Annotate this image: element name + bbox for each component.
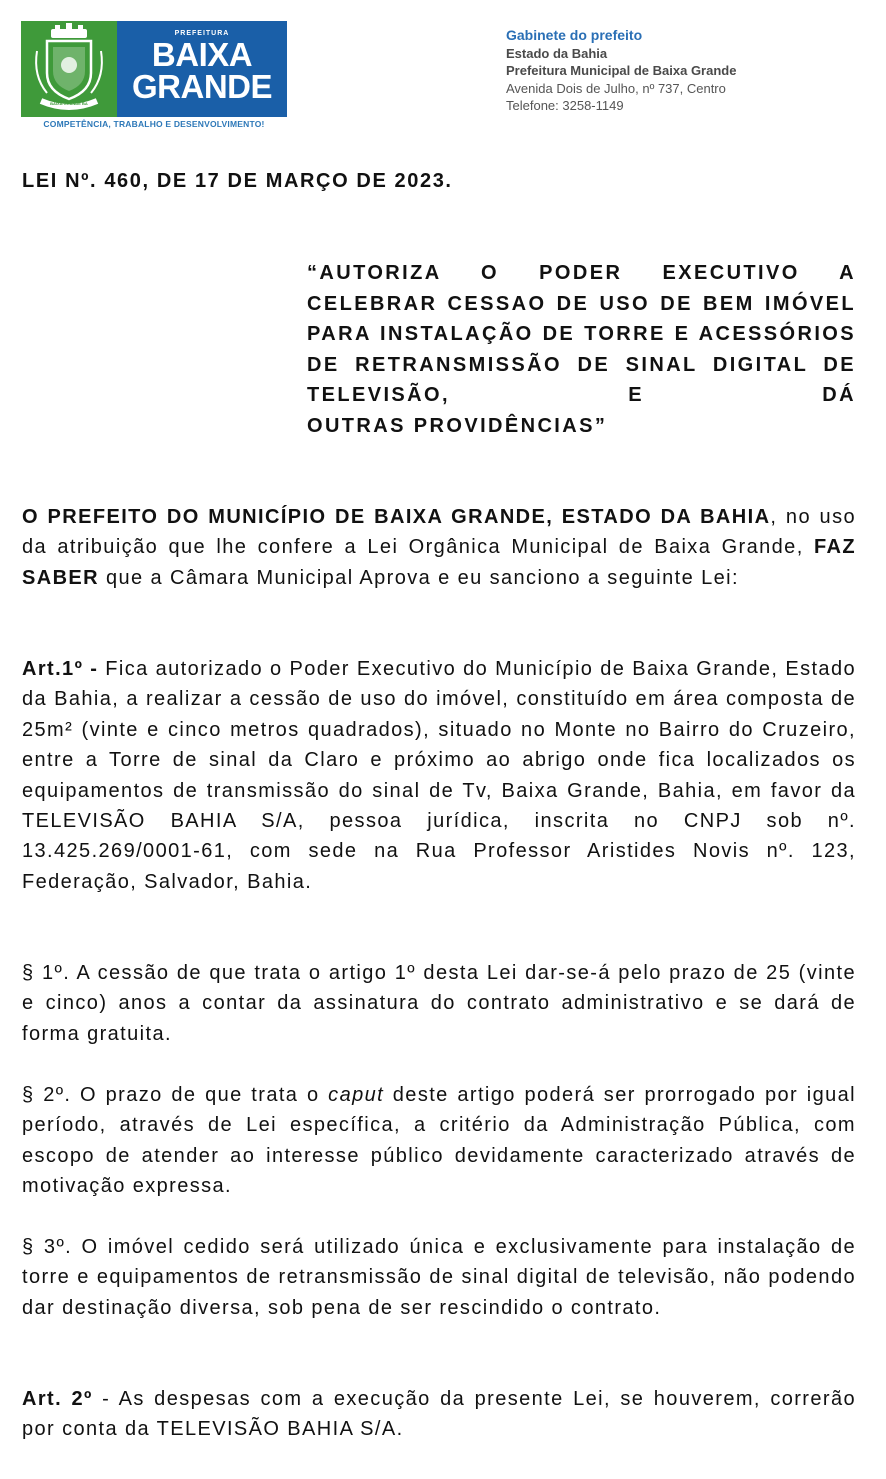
letterhead xyxy=(0,0,886,140)
office-name: Prefeitura Municipal de Baixa Grande xyxy=(506,63,737,78)
law-summary xyxy=(307,258,856,441)
logo-tagline: COMPETÊNCIA, TRABALHO E DESENVOLVIMENTO! xyxy=(43,119,265,129)
preamble-text-2: que a Câmara Municipal Aprova e eu sanciono a seguinte Lei: xyxy=(99,566,739,589)
logo-name xyxy=(117,36,287,105)
article-1 xyxy=(22,654,856,897)
paragraph-2-text-before: § 2º. O prazo de que trata o xyxy=(22,1084,329,1106)
law-summary-last-line: OUTRAS PROVIDÊNCIAS” xyxy=(307,414,608,437)
municipality-logo xyxy=(21,21,287,117)
logo-prefix: PREFEITURA xyxy=(174,30,230,37)
preamble-bold-mid: FAZ SABER xyxy=(22,536,856,589)
paragraph-2-text-after: deste artigo poderá ser prorrogado por igual período, através de Lei específica, a critério da Administração Pública, com escopo de atender ao interesse público devidamente caracterizado através de motivação expressa. xyxy=(22,1084,856,1198)
paragraph-3 xyxy=(22,1232,856,1323)
paragraph-1 xyxy=(22,958,856,1049)
paragraph-3-text: § 3º. O imóvel cedido será utilizado única e exclusivamente para instalação de torre e equipamentos de retransmissão de sinal digital de televisão, não podendo dar destinação diversa, sob pena de ser rescindido o contrato. xyxy=(22,1236,856,1319)
preamble-bold-start: O PREFEITO DO MUNICÍPIO DE BAIXA GRANDE, ESTADO DA BAHIA xyxy=(22,506,771,528)
law-title: LEI Nº. 460, DE 17 DE MARÇO DE 2023. xyxy=(22,170,453,192)
logo-crest-panel xyxy=(21,21,117,117)
article-2-label: Art. 2º xyxy=(22,1388,93,1410)
office-title: Gabinete do prefeito xyxy=(506,27,643,43)
paragraph-2-italic: caput xyxy=(328,1084,385,1106)
article-2-text: - As despesas com a execução da presente Lei, se houverem, correrão por conta da TELEVISÃO BAHIA S/A. xyxy=(22,1388,857,1441)
article-1-text: Fica autorizado o Poder Executivo do Município de Baixa Grande, Estado da Bahia, a realizar a cessão de uso do imóvel, constituído em área composta de 25m² (vinte e cinco metros quadrados), situado no Monte no Bairro do Cruzeiro, entre a Torre de sinal da Claro e próximo ao abrigo onde fica localizados os equipamentos de transmissão do sinal de Tv, Baixa Grande, Bahia, em favor da TELEVISÃO BAHIA S/A, pessoa jurídica, inscrita no CNPJ sob nº. 13.425.269/0001-61, com sede na Rua Professor Aristides Novis nº. 123, Federação, Salvador, Bahia. xyxy=(22,658,856,893)
preamble-text-1: , no uso da atribuição que lhe confere a Lei Orgânica Municipal de Baixa Grande, xyxy=(22,506,856,559)
law-summary-text: “AUTORIZA O PODER EXECUTIVO A CELEBRAR CESSAO DE USO DE BEM IMÓVEL PARA INSTALAÇÃO DE TORRE E ACESSÓRIOS DE RETRANSMISSÃO DE SINAL DIGITAL DE TELEVISÃO, E DÁ xyxy=(307,262,856,406)
office-address: Avenida Dois de Julho, nº 737, Centro xyxy=(506,80,726,96)
office-phone: Telefone: 3258-1149 xyxy=(506,98,624,113)
paragraph-2 xyxy=(22,1080,856,1202)
office-state: Estado da Bahia xyxy=(506,45,608,61)
logo-name-line1: BAIXA xyxy=(151,36,253,73)
article-2 xyxy=(22,1384,856,1445)
crest-ribbon-text: BAIXA GRANDE BA xyxy=(50,101,88,106)
paragraph-1-text: § 1º. A cessão de que trata o artigo 1º desta Lei dar-se-á pelo prazo de 25 (vinte e cinco) anos a contar da assinatura do contrato administrativo e se dará de forma gratuita. xyxy=(22,962,856,1045)
office-contact xyxy=(506,27,876,115)
preamble xyxy=(22,502,856,593)
logo-name-line2: GRANDE xyxy=(131,68,272,105)
article-1-label: Art.1º - xyxy=(22,658,99,680)
